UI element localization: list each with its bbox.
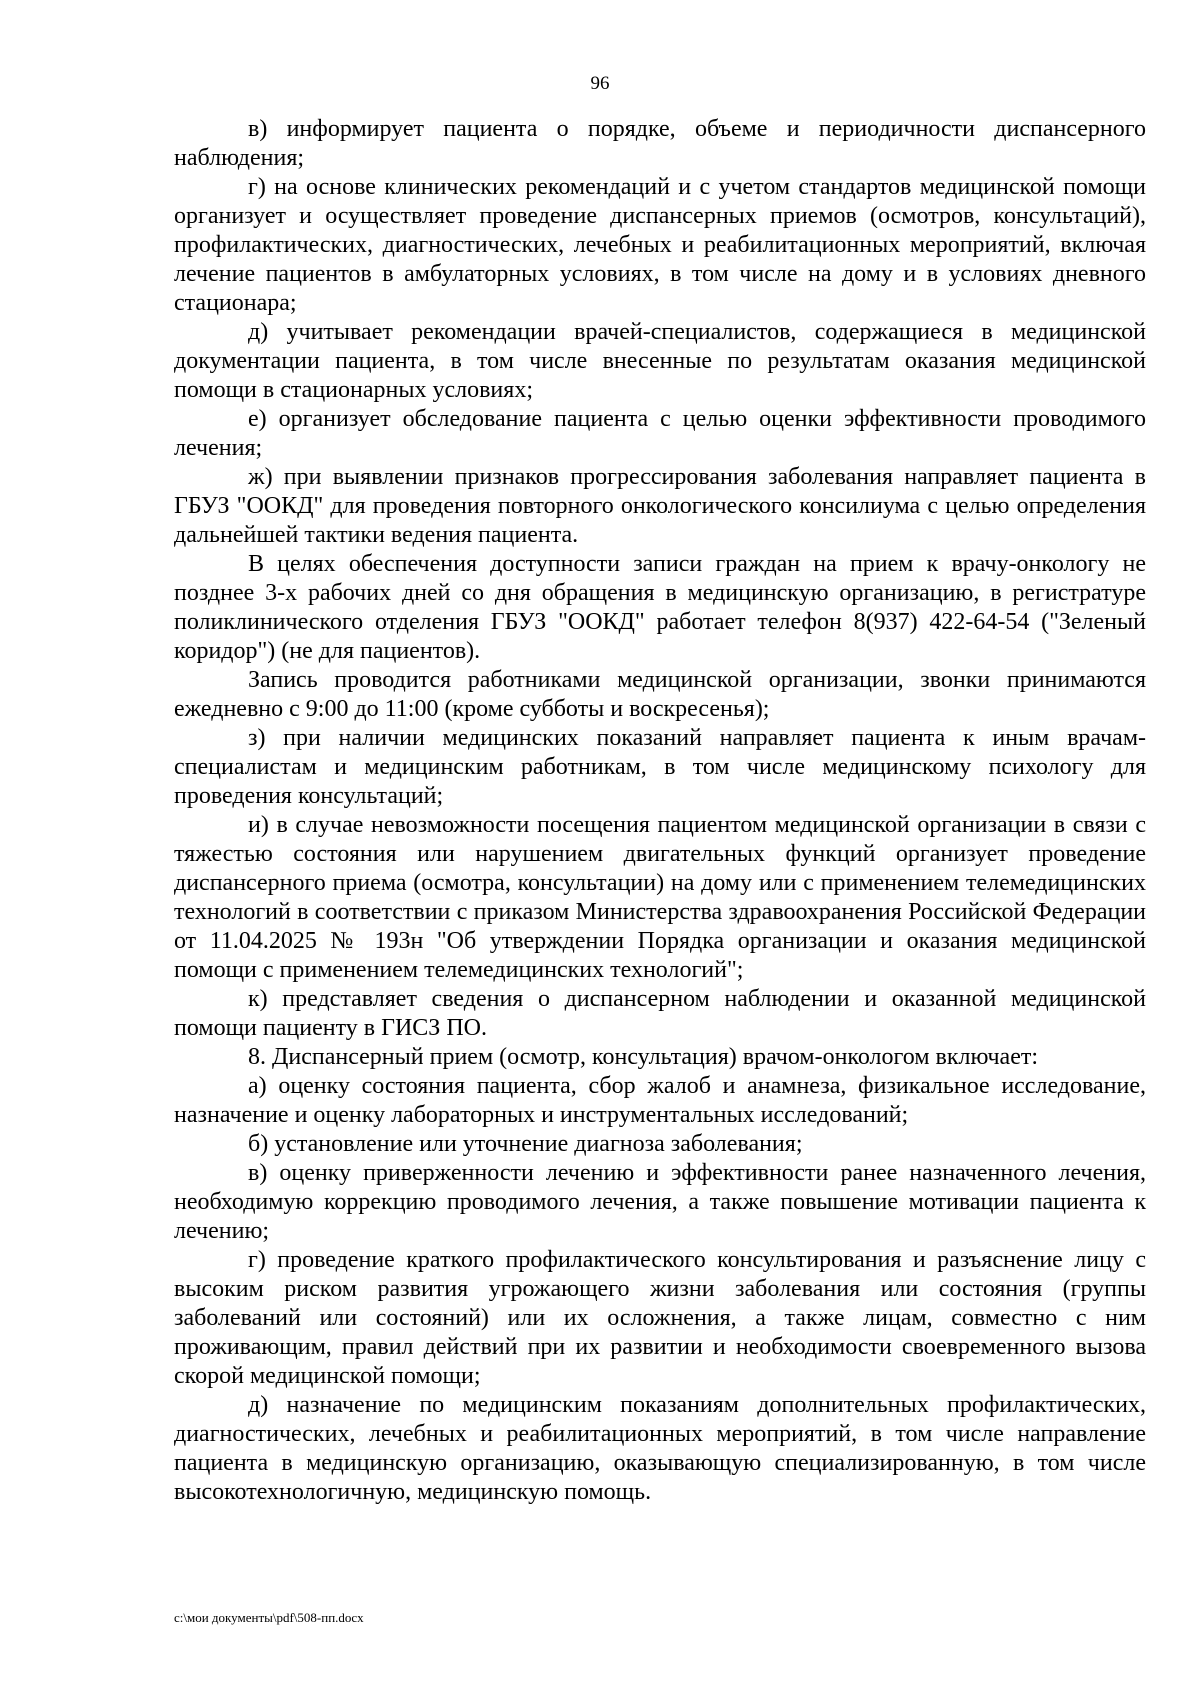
paragraph-d-additional-measures: д) назначение по медицинским показаниям дополнительных профилактических, диагностических, лечебных и реабилитационных мероприятий, в том числе направление пациента в медицинскую организацию, оказывающую специализированную, в том числе высокотехнологичную, медицинскую помощь. bbox=[174, 1392, 1146, 1505]
document-body bbox=[174, 115, 1146, 1507]
paragraph-b-diagnosis: б) установление или уточнение диагноза заболевания; bbox=[248, 1131, 803, 1157]
paragraph-appointment-hours: Запись проводится работниками медицинской организации, звонки принимаются ежедневно с 9:00 до 11:00 (кроме субботы и воскресенья); bbox=[174, 667, 1146, 722]
paragraph-e-examination: е) организует обследование пациента с целью оценки эффективности проводимого лечения; bbox=[174, 406, 1146, 461]
paragraph-8-heading: 8. Диспансерный прием (осмотр, консультация) врачом-онкологом включает: bbox=[248, 1044, 1039, 1070]
paragraph-g-counseling: г) проведение краткого профилактического консультирования и разъяснение лицу с высоким риском развития угрожающего жизни заболевания или состояния (группы заболеваний или состояний) или их осложнения, а также лицам, совместно с ним проживающим, правил действий при их развитии и необходимости своевременного вызова скорой медицинской помощи; bbox=[174, 1247, 1146, 1389]
paragraph-d-recommendations: д) учитывает рекомендации врачей-специалистов, содержащиеся в медицинской документации пациента, в том числе внесенные по результатам оказания медицинской помощи в стационарных условиях; bbox=[174, 319, 1146, 403]
paragraph-v-inform: в) информирует пациента о порядке, объеме и периодичности диспансерного наблюдения; bbox=[174, 116, 1146, 171]
paragraph-a-assessment: а) оценку состояния пациента, сбор жалоб и анамнеза, физикальное исследование, назначение и оценку лабораторных и инструментальных исследований; bbox=[174, 1073, 1146, 1128]
paragraph-k-gisz: к) представляет сведения о диспансерном наблюдении и оказанной медицинской помощи пациенту в ГИСЗ ПО. bbox=[174, 986, 1146, 1041]
paragraph-v-adherence: в) оценку приверженности лечению и эффективности ранее назначенного лечения, необходимую коррекцию проводимого лечения, а также повышение мотивации пациента к лечению; bbox=[174, 1160, 1146, 1244]
paragraph-g-organize: г) на основе клинических рекомендаций и с учетом стандартов медицинской помощи организует и осуществляет проведение диспансерных приемов (осмотров, консультаций), профилактических, диагностических, лечебных и реабилитационных мероприятий, включая лечение пациентов в амбулаторных условиях, в том числе на дому и в условиях дневного стационара; bbox=[174, 174, 1146, 316]
paragraph-green-corridor: В целях обеспечения доступности записи граждан на прием к врачу-онкологу не позднее 3-х рабочих дней со дня обращения в медицинскую организацию, в регистратуре поликлинического отделения ГБУЗ "ООКД" работает телефон 8(937) 422-64-54 ("Зеленый коридор") (не для пациентов). bbox=[174, 551, 1146, 664]
paragraph-zh-progression: ж) при выявлении признаков прогрессирования заболевания направляет пациента в ГБУЗ "ООКД" для проведения повторного онкологического консилиума с целью определения дальнейшей тактики ведения пациента. bbox=[174, 464, 1146, 548]
paragraph-i-telemedicine: и) в случае невозможности посещения пациентом медицинской организации в связи с тяжестью состояния или нарушением двигательных функций организует проведение диспансерного приема (осмотра, консультации) на дому или с применением телемедицинских технологий в соответствии с приказом Министерства здравоохранения Российской Федерации от 11.04.2025 № 193н "Об утверждении Порядка организации и оказания медицинской помощи с применением телемедицинских технологий"; bbox=[174, 812, 1146, 983]
paragraph-z-referral: з) при наличии медицинских показаний направляет пациента к иным врачам-специалистам и медицинским работникам, в том числе медицинскому психологу для проведения консультаций; bbox=[174, 725, 1146, 809]
footer-file-path: c:\мои документы\pdf\508-пп.docx bbox=[174, 1610, 364, 1625]
page-number: 96 bbox=[590, 73, 610, 94]
